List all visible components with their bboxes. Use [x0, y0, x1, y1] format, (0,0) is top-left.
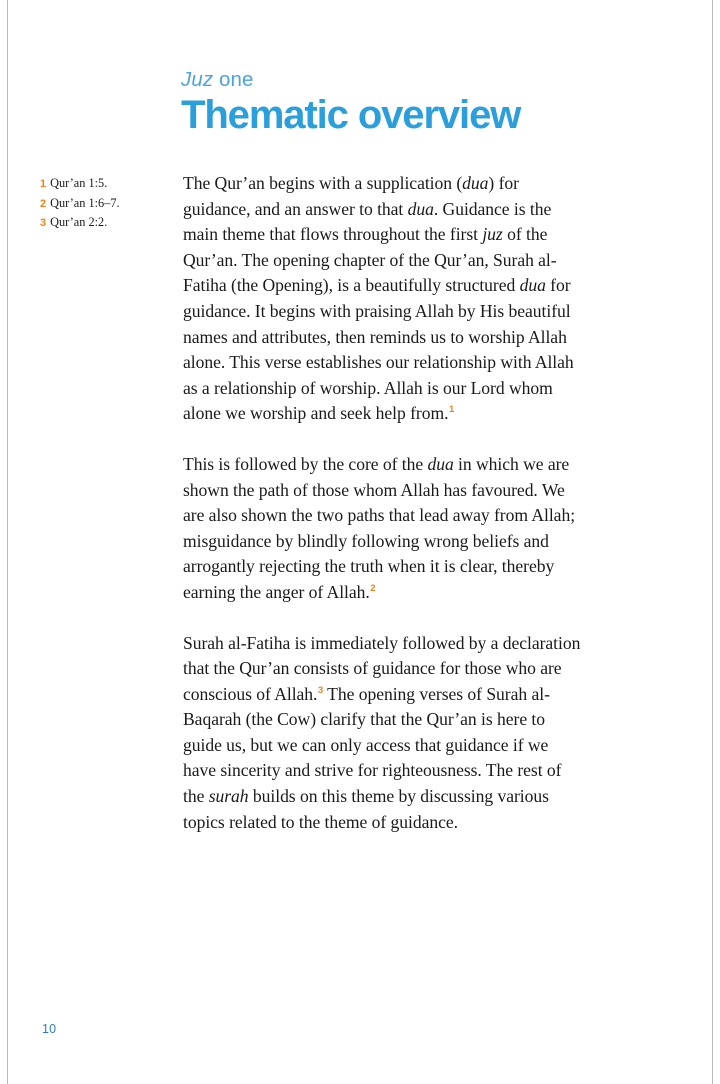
- text-run: for guidance. It begins with praising Allah by His beautiful names and attributes, then reminds us to worship Allah alone. This verse establishes our relationship with Allah as a relationship of worship. Allah is our Lord whom alone we worship and seek help from.: [183, 275, 574, 424]
- body-paragraph: [183, 452, 583, 606]
- page-number: 10: [42, 1022, 57, 1036]
- page-title: Thematic overview: [181, 93, 521, 137]
- text-run: builds on this theme by discussing various topics related to the theme of guidance.: [183, 786, 549, 832]
- margin-note-number: 1: [40, 178, 47, 190]
- emphasised-term: dua: [427, 453, 454, 474]
- margin-note-number: 3: [40, 217, 47, 230]
- text-run: The Qur’an begins with a supplication (: [183, 173, 463, 193]
- text-run: of the Qur’an. The opening chapter of the Qur’an, Surah al-Fatiha (the Opening), is a beautifully structured: [183, 224, 557, 296]
- page-heading: [181, 68, 601, 137]
- margin-note: [40, 174, 172, 194]
- emphasised-term: juz: [482, 224, 503, 245]
- footnote-marker: 2: [370, 583, 376, 595]
- text-run: Surah al-Fatiha is immediately followed by a declaration that the Qur’an consists of guidance for those who are conscious of Allah.: [183, 632, 581, 704]
- page-binding-rule-left: [7, 0, 8, 1084]
- text-run: . Guidance is the main theme that flows throughout the first: [183, 198, 552, 245]
- text-run: in which we are shown the path of those whom Allah has favoured. We are also shown the two paths that lead away from Allah; misguidance by blindly following wrong beliefs and arrogantly rejecting the truth when it is clear, thereby earning the anger of Allah.: [183, 453, 576, 602]
- emphasised-term: dua: [462, 173, 489, 193]
- body-text-column: [183, 171, 583, 835]
- body-paragraph: [183, 631, 583, 836]
- text-run: ) for guidance, and an answer to that: [183, 173, 519, 219]
- margin-note: [40, 194, 172, 214]
- text-run: The opening verses of Surah al-Baqarah (the Cow) clarify that the Qur’an is here to guide us, but we can only access that guidance if we have sincerity and strive for righteousness. The rest of the: [183, 683, 562, 807]
- footnote-marker: 3: [317, 684, 324, 696]
- text-run: This is followed by the core of the: [183, 453, 428, 474]
- margin-note: [40, 213, 172, 233]
- margin-note-text: Qur’an 1:5.: [50, 176, 108, 190]
- margin-note-text: Qur’an 2:2.: [50, 215, 108, 230]
- body-paragraph: [183, 171, 583, 427]
- margin-note-text: Qur’an 1:6–7.: [50, 195, 120, 210]
- emphasised-term: dua: [519, 275, 546, 296]
- eyebrow-juz-label: Juz: [181, 68, 214, 91]
- footnote-marker: 1: [448, 404, 455, 416]
- margin-note-number: 2: [40, 197, 47, 210]
- emphasised-term: dua: [407, 198, 434, 219]
- margin-notes-list: [40, 174, 172, 233]
- eyebrow-juz-number: one: [213, 68, 254, 91]
- emphasised-term: surah: [208, 786, 249, 807]
- chapter-eyebrow: [181, 68, 601, 92]
- page-binding-rule-right: [712, 0, 713, 1084]
